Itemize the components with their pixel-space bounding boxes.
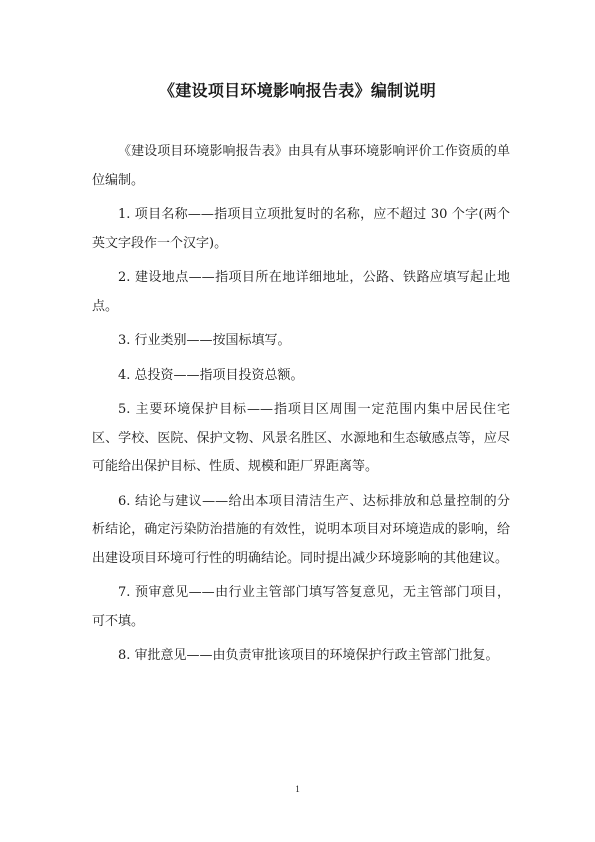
paragraph-intro: 《建设项目环境影响报告表》由具有从事环境影响评价工作资质的单位编制。 xyxy=(92,144,510,188)
paragraph-item-8: 8. 审批意见——由负责审批该项目的环境保护行政主管部门批复。 xyxy=(118,648,499,663)
paragraph-item-5: 5. 主要环境保护目标——指项目区周围一定范围内集中居民住宅区、学校、医院、保护文物、风景名胜区、水源地和生态敏感点等，应尽可能给出保护目标、性质、规模和距厂界距离等。 xyxy=(92,402,510,474)
paragraph-item-2: 2. 建设地点——指项目所在地详细地址，公路、铁路应填写起止地点。 xyxy=(92,270,510,314)
paragraph-item-4: 4. 总投资——指项目投资总额。 xyxy=(118,367,304,383)
page-number: 1 xyxy=(295,784,300,794)
paragraph-item-1: 1. 项目名称——指项目立项批复时的名称，应不超过 30 个字(两个英文字段作一个汉字)。 xyxy=(92,207,510,251)
paragraph-item-3: 3. 行业类别——按国标填写。 xyxy=(118,333,291,348)
document-body xyxy=(92,138,510,677)
paragraph-item-6: 6. 结论与建议——给出本项目清洁生产、达标排放和总量控制的分析结论，确定污染防治措施的有效性，说明本项目对环境造成的影响，给出建设项目环境可行性的明确结论。同时提出减少环境影响的其他建议。 xyxy=(92,493,510,566)
document-title: 《建设项目环境影响报告表》编制说明 xyxy=(158,81,437,100)
paragraph-item-7: 7. 预审意见——由行业主管部门填写答复意见，无主管部门项目，可不填。 xyxy=(92,585,510,629)
